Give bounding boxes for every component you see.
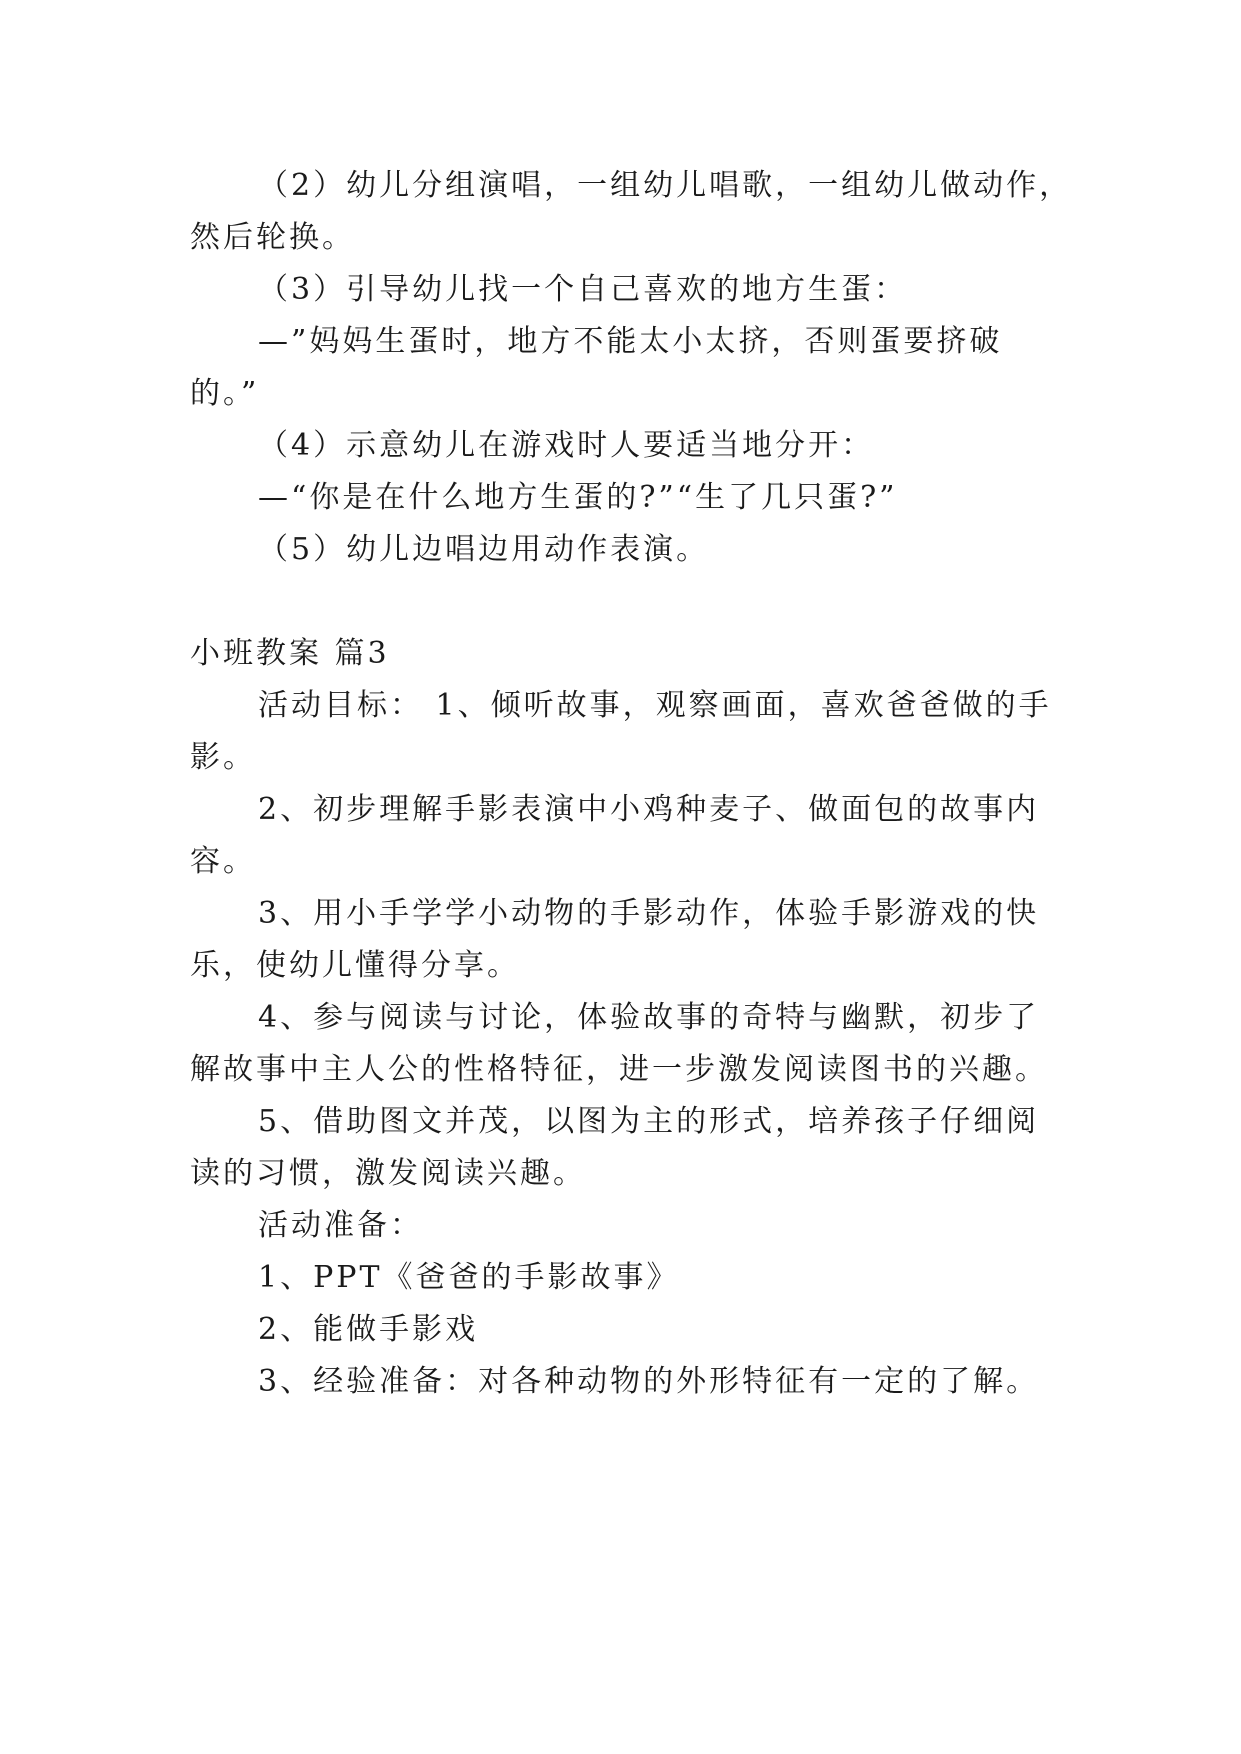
paragraph-line: 2、初步理解手影表演中小鸡种麦子、做面包的故事内 [258, 792, 1040, 827]
paragraph-line: 影。 [190, 740, 256, 775]
paragraph-line: 的。” [190, 376, 260, 411]
paragraph-line: 5、借助图文并茂，以图为主的形式，培养孩子仔细阅 [258, 1104, 1040, 1139]
paragraph-line: 解故事中主人公的性格特征，进一步激发阅读图书的兴趣。 [190, 1052, 1048, 1087]
paragraph-line: 活动目标： 1、倾听故事，观察画面，喜欢爸爸做的手 [258, 688, 1052, 723]
paragraph-line: 2、能做手影戏 [258, 1312, 479, 1347]
paragraph-line: 容。 [190, 844, 256, 879]
paragraph-line: 3、经验准备：对各种动物的外形特征有一定的了解。 [258, 1364, 1040, 1399]
paragraph-line: —”妈妈生蛋时，地方不能太小太挤，否则蛋要挤破 [258, 324, 1003, 359]
paragraph-line: 读的习惯，激发阅读兴趣。 [190, 1156, 586, 1191]
paragraph-line: （4）示意幼儿在游戏时人要适当地分开： [258, 428, 875, 463]
paragraph-line: 乐，使幼儿懂得分享。 [190, 948, 520, 983]
paragraph-line: 3、用小手学学小动物的手影动作，体验手影游戏的快 [258, 896, 1040, 931]
paragraph-line: 4、参与阅读与讨论，体验故事的奇特与幽默，初步了 [258, 1000, 1040, 1035]
paragraph-line: —“你是在什么地方生蛋的?”“生了几只蛋?” [258, 480, 898, 515]
paragraph-line: （5）幼儿边唱边用动作表演。 [258, 532, 710, 567]
paragraph-line: （3）引导幼儿找一个自己喜欢的地方生蛋： [258, 272, 908, 307]
paragraph-line: 活动准备： [258, 1208, 423, 1243]
paragraph-line: 然后轮换。 [190, 220, 355, 255]
paragraph-line: （2）幼儿分组演唱，一组幼儿唱歌，一组幼儿做动作， [258, 168, 1073, 203]
section-heading: 小班教案 篇3 [190, 636, 390, 671]
paragraph-line: 1、PPT《爸爸的手影故事》 [258, 1260, 680, 1295]
